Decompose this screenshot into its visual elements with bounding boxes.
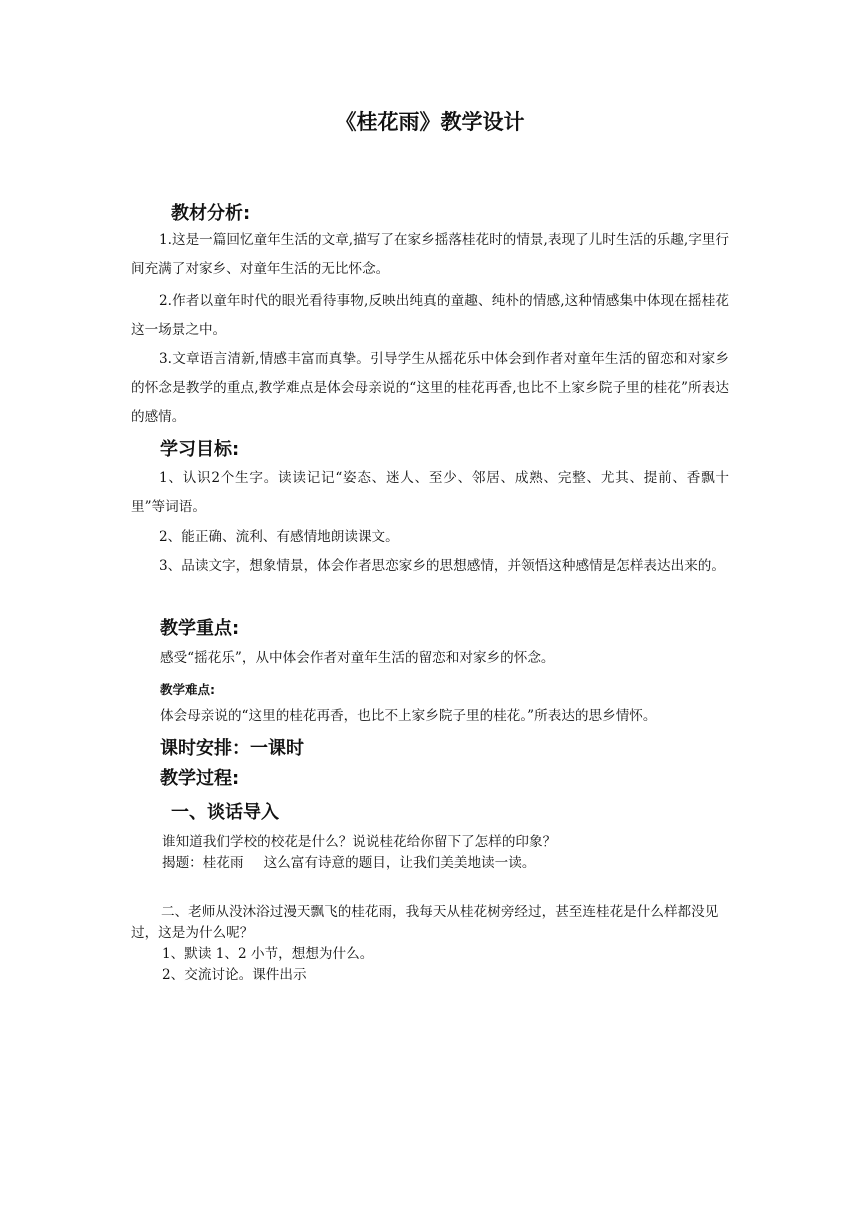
process-heading: 教学过程: (160, 768, 240, 789)
schedule-heading: 课时安排：一课时 (160, 738, 304, 759)
difficulty-heading: 教学难点: (160, 682, 215, 697)
reveal-label: 揭题：桂花雨 (162, 855, 244, 871)
goals-heading: 学习目标: (160, 439, 240, 460)
part2-step-2: 2、交流讨论。课件出示 (162, 967, 307, 983)
part2-intro: 二、老师从没沐浴过漫天飘飞的桂花雨，我每天从桂花树旁经过，甚至连桂花是什么样都没见过，这是为什么呢？ (131, 904, 719, 941)
document-title: 《桂花雨》教学设计 (335, 110, 525, 134)
goal-item-3: 3、品读文字，想象情景，体会作者思恋家乡的思想感情，并领悟这种感情是怎样表达出来的。 (159, 558, 725, 574)
part1-heading: 一、谈话导入 (171, 802, 279, 823)
goal-item-1: 1、认识2个生字。读读记记“姿态、迷人、至少、邻居、成熟、完整、尤其、提前、香飘十里”等词语。 (131, 470, 729, 515)
key-point-heading: 教学重点: (160, 618, 240, 639)
analysis-paragraph-3: 3.文章语言清新,情感丰富而真挚。引导学生从摇花乐中体会到作者对童年生活的留恋和对家乡的怀念是教学的重点,教学难点是体会母亲说的“这里的桂花再香,也比不上家乡院子里的桂花”所表达的感情。 (131, 351, 729, 425)
difficulty-text: 体会母亲说的“这里的桂花再香，也比不上家乡院子里的桂花。”所表达的思乡情怀。 (160, 708, 657, 724)
part1-question: 谁知道我们学校的校花是什么？说说桂花给你留下了怎样的印象？ (162, 834, 557, 850)
analysis-paragraph-2: 2.作者以童年时代的眼光看待事物,反映出纯真的童趣、纯朴的情感,这种情感集中体现在摇桂花这一场景之中。 (131, 293, 729, 338)
goal-item-2: 2、能正确、流利、有感情地朗读课文。 (159, 529, 399, 545)
analysis-paragraph-1: 1.这是一篇回忆童年生活的文章,描写了在家乡摇落桂花时的情景,表现了儿时生活的乐趣,字里行间充满了对家乡、对童年生活的无比怀念。 (131, 232, 729, 277)
key-point-text: 感受“摇花乐”，从中体会作者对童年生活的留恋和对家乡的怀念。 (160, 650, 555, 666)
reveal-text: 这么富有诗意的题目，让我们美美地读一读。 (263, 855, 536, 871)
part2-step-1: 1、默读 1、2 小节，想想为什么。 (162, 946, 374, 962)
analysis-heading: 教材分析: (171, 203, 251, 224)
part1-reveal (162, 853, 732, 874)
